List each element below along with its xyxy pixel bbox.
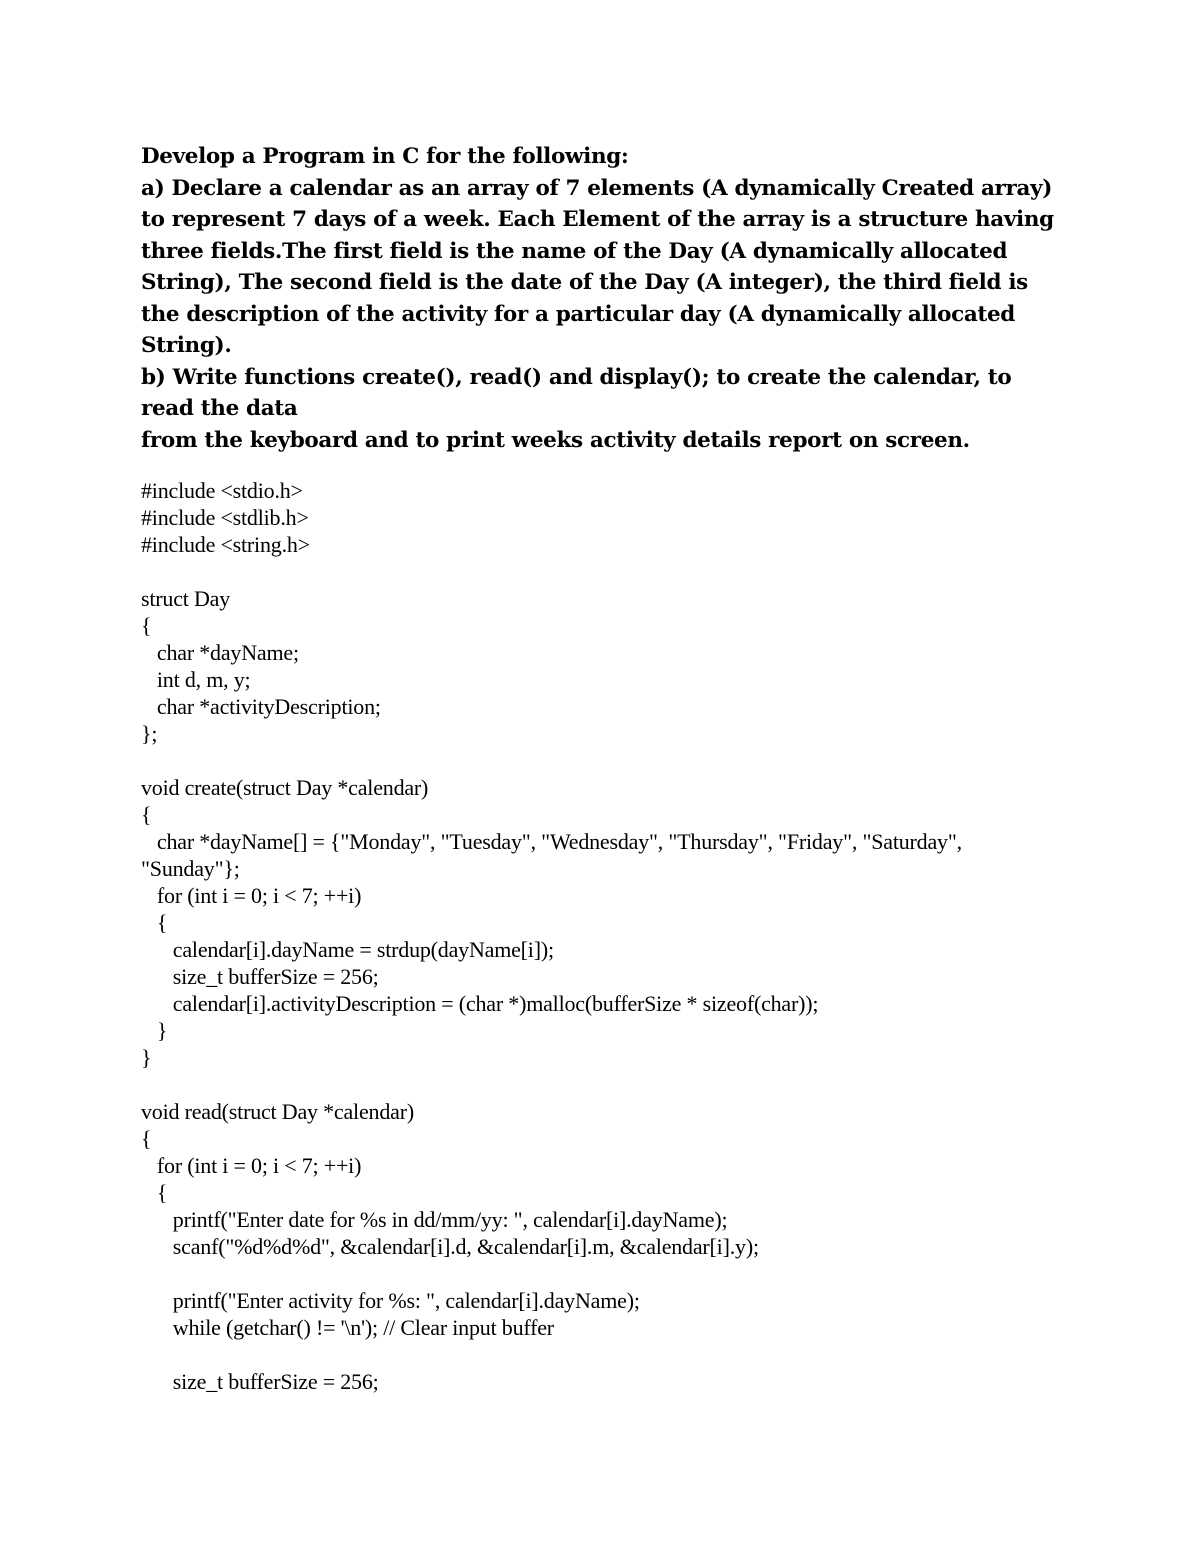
question-line: String), The second field is the date of the Day (A integer), the third field is — [141, 270, 1028, 295]
code-line: #include <string.h> — [141, 532, 310, 557]
code-line: calendar[i].dayName = strdup(dayName[i]); — [141, 937, 554, 962]
question-line: the description of the activity for a particular day (A dynamically allocated — [141, 301, 1015, 327]
code-line: char *dayName[] = {"Monday", "Tuesday", "Wednesday", "Thursday", "Friday", "Saturday", — [141, 829, 962, 854]
code-line: } — [141, 1045, 152, 1070]
code-line: { — [141, 613, 152, 638]
code-line — [141, 1260, 1081, 1287]
code-line: calendar[i].activityDescription = (char *)malloc(bufferSize * sizeof(char)); — [141, 991, 819, 1016]
question-text — [141, 141, 1081, 456]
code-line: while (getchar() != '\n'); // Clear input buffer — [141, 1315, 554, 1340]
code-line: { — [141, 910, 168, 935]
question-line: b) Write functions create(), read() and display(); to create the calendar, to — [141, 364, 1012, 390]
code-line: printf("Enter activity for %s: ", calendar[i].dayName); — [141, 1288, 640, 1313]
question-line: read the data — [141, 396, 298, 421]
code-line: { — [141, 1180, 168, 1205]
question-line: Develop a Program in C for the following: — [141, 144, 629, 169]
question-line: to represent 7 days of a week. Each Element of the array is a structure having — [141, 207, 1054, 232]
code-line: printf("Enter date for %s in dd/mm/yy: ", calendar[i].dayName); — [141, 1207, 728, 1232]
code-line: for (int i = 0; i < 7; ++i) — [141, 1153, 362, 1178]
code-line: void create(struct Day *calendar) — [141, 775, 429, 800]
question-line: a) Declare a calendar as an array of 7 elements (A dynamically Created array) — [141, 175, 1053, 201]
code-line — [141, 1341, 1081, 1368]
question-line: String). — [141, 333, 232, 358]
code-line: char *dayName; — [141, 640, 299, 665]
code-line — [141, 1071, 1081, 1098]
code-line — [141, 558, 1081, 585]
code-line — [141, 747, 1081, 774]
code-line: size_t bufferSize = 256; — [141, 1369, 379, 1394]
code-line: void read(struct Day *calendar) — [141, 1099, 414, 1124]
code-line: { — [141, 1126, 152, 1151]
code-line: { — [141, 802, 152, 827]
code-line: size_t bufferSize = 256; — [141, 964, 379, 989]
code-line: #include <stdlib.h> — [141, 505, 309, 530]
code-line: struct Day — [141, 586, 231, 611]
code-line: }; — [141, 721, 158, 746]
code-line: char *activityDescription; — [141, 694, 381, 719]
code-listing — [141, 477, 1081, 1395]
question-line: three fields.The first field is the name of the Day (A dynamically allocated — [141, 238, 1008, 264]
code-line: int d, m, y; — [141, 667, 251, 692]
code-line: for (int i = 0; i < 7; ++i) — [141, 883, 362, 908]
code-line: #include <stdio.h> — [141, 478, 303, 503]
code-line: scanf("%d%d%d", &calendar[i].d, &calendar[i].m, &calendar[i].y); — [141, 1234, 759, 1259]
code-line: } — [141, 1018, 168, 1043]
code-line: "Sunday"}; — [141, 856, 240, 881]
question-line: from the keyboard and to print weeks activity details report on screen. — [141, 427, 970, 453]
